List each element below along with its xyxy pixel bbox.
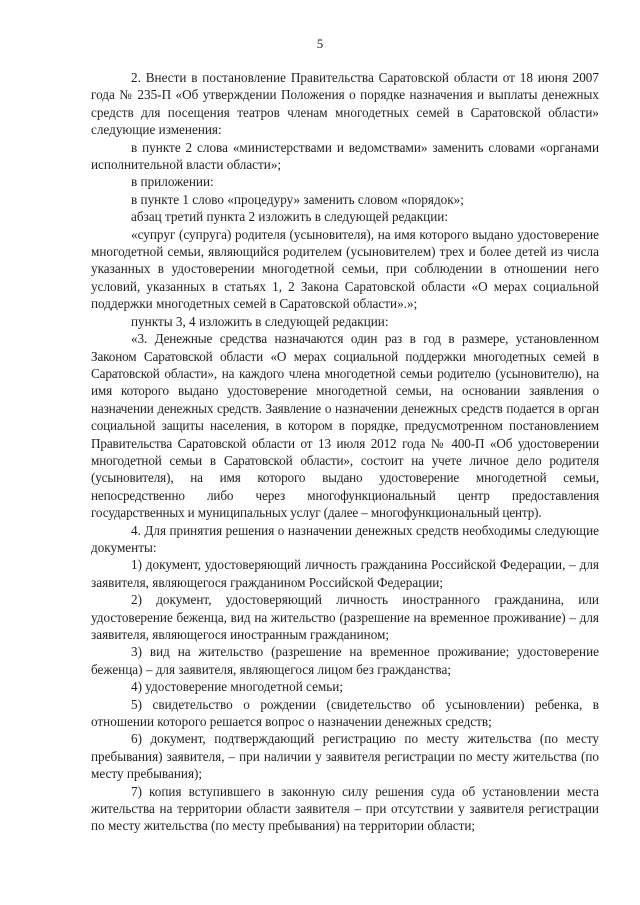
list-item-5: 5) свидетельство о рождении (свидетельство об усыновлении) ребенка, в отношении которого решается вопрос о назначении денежных средств; <box>91 696 599 730</box>
paragraph-3: в приложении: <box>131 174 214 190</box>
paragraph-8: «3. Денежные средства назначаются один раз в год в размере, установленном Законом Саратовской области «О мерах социальной поддержки многодетных семей в Саратовской области», на каждого члена многодетной семьи родителю (усыновителю), на имя которого выдано удостоверение многодетной семьи, на основании заявления о назначении денежных средств. Заявление о назначении денежных средств подается в орган социальной защиты населения, в котором в порядке, предусмотренном постановлением Правительства Саратовской области от 13 июля 2012 года № 400-П «Об удостоверении многодетной семьи в Саратовской области», состоит на учете личное дело родителя (усыновителя), на имя которого выдано удостоверение многодетной семьи, непосредственно либо через многофункциональный центр предоставления государственных и муниципальных услуг (далее – многофункциональный центр). <box>91 331 599 521</box>
document-body <box>91 69 599 835</box>
paragraph-2: в пункте 2 слова «министерствами и ведомствами» заменить словами «органами исполнительной власти области»; <box>91 139 599 173</box>
list-item-3: 3) вид на жительство (разрешение на временное проживание; удостоверение беженца) – для заявителя, являющегося лицом без гражданства; <box>91 644 599 677</box>
paragraph-7: пункты 3, 4 изложить в следующей редакции: <box>131 313 389 329</box>
list-item-4: 4) удостоверение многодетной семьи; <box>131 679 343 695</box>
paragraph-5: абзац третий пункта 2 изложить в следующей редакции: <box>131 209 449 225</box>
paragraph-6: «супруг (супруга) родителя (усыновителя), на имя которого выдано удостоверение многодетной семьи, являющийся родителем (усыновителем) трех и более детей из числа указанных в удостоверении многодетной семьи, при соблюдении в отношении него условий, указанных в статьях 1, 2 Закона Саратовской области «О мерах социальной поддержки многодетных семей в Саратовской области».»; <box>91 226 599 312</box>
paragraph-4: в пункте 1 слово «процедуру» заменить словом «порядок»; <box>131 191 464 207</box>
paragraph-9: 4. Для принятия решения о назначении денежных средств необходимы следующие документы: <box>91 522 599 555</box>
page-number: 5 <box>316 36 324 51</box>
list-item-2: 2) документ, удостоверяющий личность иностранного гражданина, или удостоверение беженца, вид на жительство (разрешение на временное проживание) – для заявителя, являющегося иностранным гражданином; <box>91 592 599 642</box>
list-item-1: 1) документ, удостоверяющий личность гражданина Российской Федерации, – для заявителя, являющегося гражданином Российской Федерации; <box>91 557 599 590</box>
paragraph-1: 2. Внести в постановление Правительства Саратовской области от 18 июня 2007 года № 235-П «Об утверждении Положения о порядке назначения и выплаты денежных средств для посещения театров членам многодетных семей в Саратовской области» следующие изменения: <box>91 70 599 138</box>
list-item-6: 6) документ, подтверждающий регистрацию по месту жительства (по месту пребывания) заявителя, – при наличии у заявителя регистрации по месту жительства (по месту пребывания); <box>91 731 599 782</box>
list-item-7: 7) копия вступившего в законную силу решения суда об установлении места жительства на территории области заявителя – при отсутствии у заявителя регистрации по месту жительства (по месту пребывания) на территории области; <box>91 783 599 834</box>
